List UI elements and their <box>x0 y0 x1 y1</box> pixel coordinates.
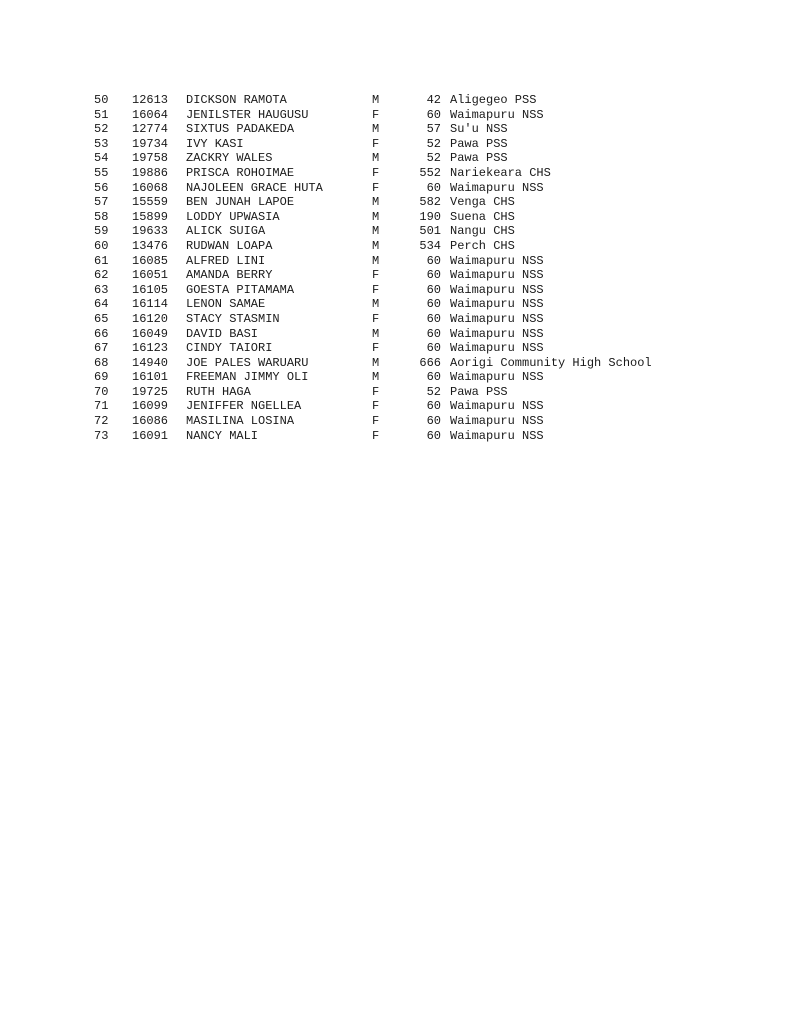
student-score: 52 <box>426 384 441 399</box>
row-number: 68 <box>94 355 109 370</box>
row-number: 61 <box>94 253 109 268</box>
student-id: 12613 <box>132 93 169 107</box>
student-score: 60 <box>426 311 441 326</box>
school-name: Waimapuru NSS <box>450 326 544 341</box>
student-score: 666 <box>419 355 441 370</box>
student-score: 582 <box>419 195 441 210</box>
student-id: 16049 <box>132 326 169 341</box>
table-row <box>94 166 774 181</box>
student-id: 19886 <box>132 165 169 180</box>
row-number: 67 <box>94 341 109 356</box>
school-name: Pawa PSS <box>450 151 508 166</box>
student-name: JENIFFER NGELLEA <box>186 399 302 414</box>
table-row <box>94 122 774 137</box>
table-row <box>94 239 774 254</box>
row-number: 60 <box>94 238 109 253</box>
table-row <box>94 327 774 342</box>
row-number: 54 <box>94 151 109 166</box>
student-name: NANCY MALI <box>186 428 259 443</box>
school-name: Waimapuru NSS <box>450 341 544 356</box>
student-sex: M <box>372 326 380 341</box>
row-number: 71 <box>94 399 109 414</box>
student-sex: F <box>372 311 380 326</box>
student-id: 13476 <box>132 238 169 253</box>
student-name: CINDY TAIORI <box>186 341 273 356</box>
student-name: GOESTA PITAMAMA <box>186 282 295 297</box>
student-score: 42 <box>426 93 441 107</box>
student-sex: M <box>372 195 380 210</box>
school-name: Pawa PSS <box>450 136 508 151</box>
student-name: NAJOLEEN GRACE HUTA <box>186 180 323 195</box>
school-name: Waimapuru NSS <box>450 399 544 414</box>
row-number: 53 <box>94 136 109 151</box>
student-name: ALICK SUIGA <box>186 224 266 239</box>
student-sex: F <box>372 399 380 414</box>
student-score: 60 <box>426 297 441 312</box>
table-row <box>94 283 774 298</box>
student-id: 16051 <box>132 268 169 283</box>
row-number: 56 <box>94 180 109 195</box>
student-id: 16105 <box>132 282 169 297</box>
school-name: Waimapuru NSS <box>450 282 544 297</box>
table-row <box>94 210 774 225</box>
student-id: 12774 <box>132 122 169 137</box>
table-row <box>94 312 774 327</box>
row-number: 57 <box>94 195 109 210</box>
table-row <box>94 254 774 269</box>
student-score: 501 <box>419 224 441 239</box>
table-row <box>94 224 774 239</box>
table-row <box>94 137 774 152</box>
table-row <box>94 297 774 312</box>
student-score: 60 <box>426 180 441 195</box>
row-number: 51 <box>94 107 109 122</box>
row-number: 55 <box>94 165 109 180</box>
row-number: 59 <box>94 224 109 239</box>
student-id: 16123 <box>132 341 169 356</box>
student-sex: M <box>372 297 380 312</box>
school-name: Suena CHS <box>450 209 515 224</box>
school-name: Venga CHS <box>450 195 515 210</box>
table-row <box>94 341 774 356</box>
student-name: LENON SAMAE <box>186 297 266 312</box>
school-name: Waimapuru NSS <box>450 253 544 268</box>
student-sex: F <box>372 165 380 180</box>
school-name: Waimapuru NSS <box>450 428 544 443</box>
student-sex: M <box>372 370 380 385</box>
student-score: 552 <box>419 165 441 180</box>
student-score: 60 <box>426 253 441 268</box>
school-name: Nariekeara CHS <box>450 165 551 180</box>
student-name: JOE PALES WARUARU <box>186 355 309 370</box>
school-name: Nangu CHS <box>450 224 515 239</box>
row-number: 64 <box>94 297 109 312</box>
student-sex: M <box>372 122 380 137</box>
student-name: ZACKRY WALES <box>186 151 273 166</box>
row-number: 69 <box>94 370 109 385</box>
student-sex: M <box>372 209 380 224</box>
student-name: DAVID BASI <box>186 326 259 341</box>
student-name: SIXTUS PADAKEDA <box>186 122 295 137</box>
student-sex: F <box>372 282 380 297</box>
student-sex: M <box>372 355 380 370</box>
row-number: 65 <box>94 311 109 326</box>
student-id: 15559 <box>132 195 169 210</box>
student-id: 19633 <box>132 224 169 239</box>
student-score: 60 <box>426 326 441 341</box>
student-id: 15899 <box>132 209 169 224</box>
table-row <box>94 370 774 385</box>
table-row <box>94 399 774 414</box>
student-id: 19734 <box>132 136 169 151</box>
student-sex: M <box>372 253 380 268</box>
student-score: 60 <box>426 282 441 297</box>
row-number: 72 <box>94 414 109 429</box>
student-score: 60 <box>426 268 441 283</box>
school-name: Perch CHS <box>450 238 515 253</box>
table-row <box>94 181 774 196</box>
row-number: 62 <box>94 268 109 283</box>
student-name: BEN JUNAH LAPOE <box>186 195 295 210</box>
row-number: 52 <box>94 122 109 137</box>
school-name: Waimapuru NSS <box>450 414 544 429</box>
student-score: 534 <box>419 238 441 253</box>
student-name: FREEMAN JIMMY OLI <box>186 370 309 385</box>
school-name: Waimapuru NSS <box>450 268 544 283</box>
student-sex: F <box>372 428 380 443</box>
student-name: LODDY UPWASIA <box>186 209 280 224</box>
row-number: 73 <box>94 428 109 443</box>
student-id: 16068 <box>132 180 169 195</box>
table-row <box>94 385 774 400</box>
student-sex: M <box>372 238 380 253</box>
table-row <box>94 414 774 429</box>
school-name: Waimapuru NSS <box>450 370 544 385</box>
student-sex: F <box>372 268 380 283</box>
school-name: Su'u NSS <box>450 122 508 137</box>
student-sex: M <box>372 224 380 239</box>
table-row <box>94 93 774 108</box>
student-name: IVY KASI <box>186 136 244 151</box>
school-name: Aligegeo PSS <box>450 93 537 107</box>
student-name: RUDWAN LOAPA <box>186 238 273 253</box>
student-score: 52 <box>426 151 441 166</box>
student-id: 19758 <box>132 151 169 166</box>
table-row <box>94 151 774 166</box>
student-id: 16086 <box>132 414 169 429</box>
table-row <box>94 268 774 283</box>
row-number: 63 <box>94 282 109 297</box>
school-name: Pawa PSS <box>450 384 508 399</box>
student-name: PRISCA ROHOIMAE <box>186 165 295 180</box>
row-number: 58 <box>94 209 109 224</box>
student-score: 190 <box>419 209 441 224</box>
student-id: 16120 <box>132 311 169 326</box>
student-name: AMANDA BERRY <box>186 268 273 283</box>
student-name: ALFRED LINI <box>186 253 266 268</box>
student-sex: M <box>372 151 380 166</box>
student-score: 60 <box>426 341 441 356</box>
student-sex: M <box>372 93 380 107</box>
student-score: 60 <box>426 107 441 122</box>
student-id: 16091 <box>132 428 169 443</box>
student-sex: F <box>372 107 380 122</box>
student-id: 16099 <box>132 399 169 414</box>
student-listing <box>94 93 774 443</box>
school-name: Waimapuru NSS <box>450 297 544 312</box>
student-sex: F <box>372 136 380 151</box>
student-score: 60 <box>426 414 441 429</box>
student-name: RUTH HAGA <box>186 384 251 399</box>
row-number: 66 <box>94 326 109 341</box>
table-row <box>94 108 774 123</box>
student-id: 19725 <box>132 384 169 399</box>
row-number: 50 <box>94 93 109 107</box>
student-score: 60 <box>426 370 441 385</box>
student-name: JENILSTER HAUGUSU <box>186 107 309 122</box>
student-score: 52 <box>426 136 441 151</box>
student-sex: F <box>372 341 380 356</box>
school-name: Waimapuru NSS <box>450 107 544 122</box>
student-name: STACY STASMIN <box>186 311 280 326</box>
student-name: MASILINA LOSINA <box>186 414 295 429</box>
student-score: 57 <box>426 122 441 137</box>
student-score: 60 <box>426 399 441 414</box>
student-id: 14940 <box>132 355 169 370</box>
student-id: 16064 <box>132 107 169 122</box>
student-id: 16085 <box>132 253 169 268</box>
student-id: 16101 <box>132 370 169 385</box>
row-number: 70 <box>94 384 109 399</box>
school-name: Waimapuru NSS <box>450 311 544 326</box>
school-name: Waimapuru NSS <box>450 180 544 195</box>
student-sex: F <box>372 180 380 195</box>
table-row <box>94 429 774 444</box>
student-score: 60 <box>426 428 441 443</box>
student-id: 16114 <box>132 297 169 312</box>
student-name: DICKSON RAMOTA <box>186 93 287 107</box>
table-row <box>94 356 774 371</box>
student-sex: F <box>372 384 380 399</box>
school-name: Aorigi Community High School <box>450 355 652 370</box>
table-row <box>94 195 774 210</box>
student-sex: F <box>372 414 380 429</box>
